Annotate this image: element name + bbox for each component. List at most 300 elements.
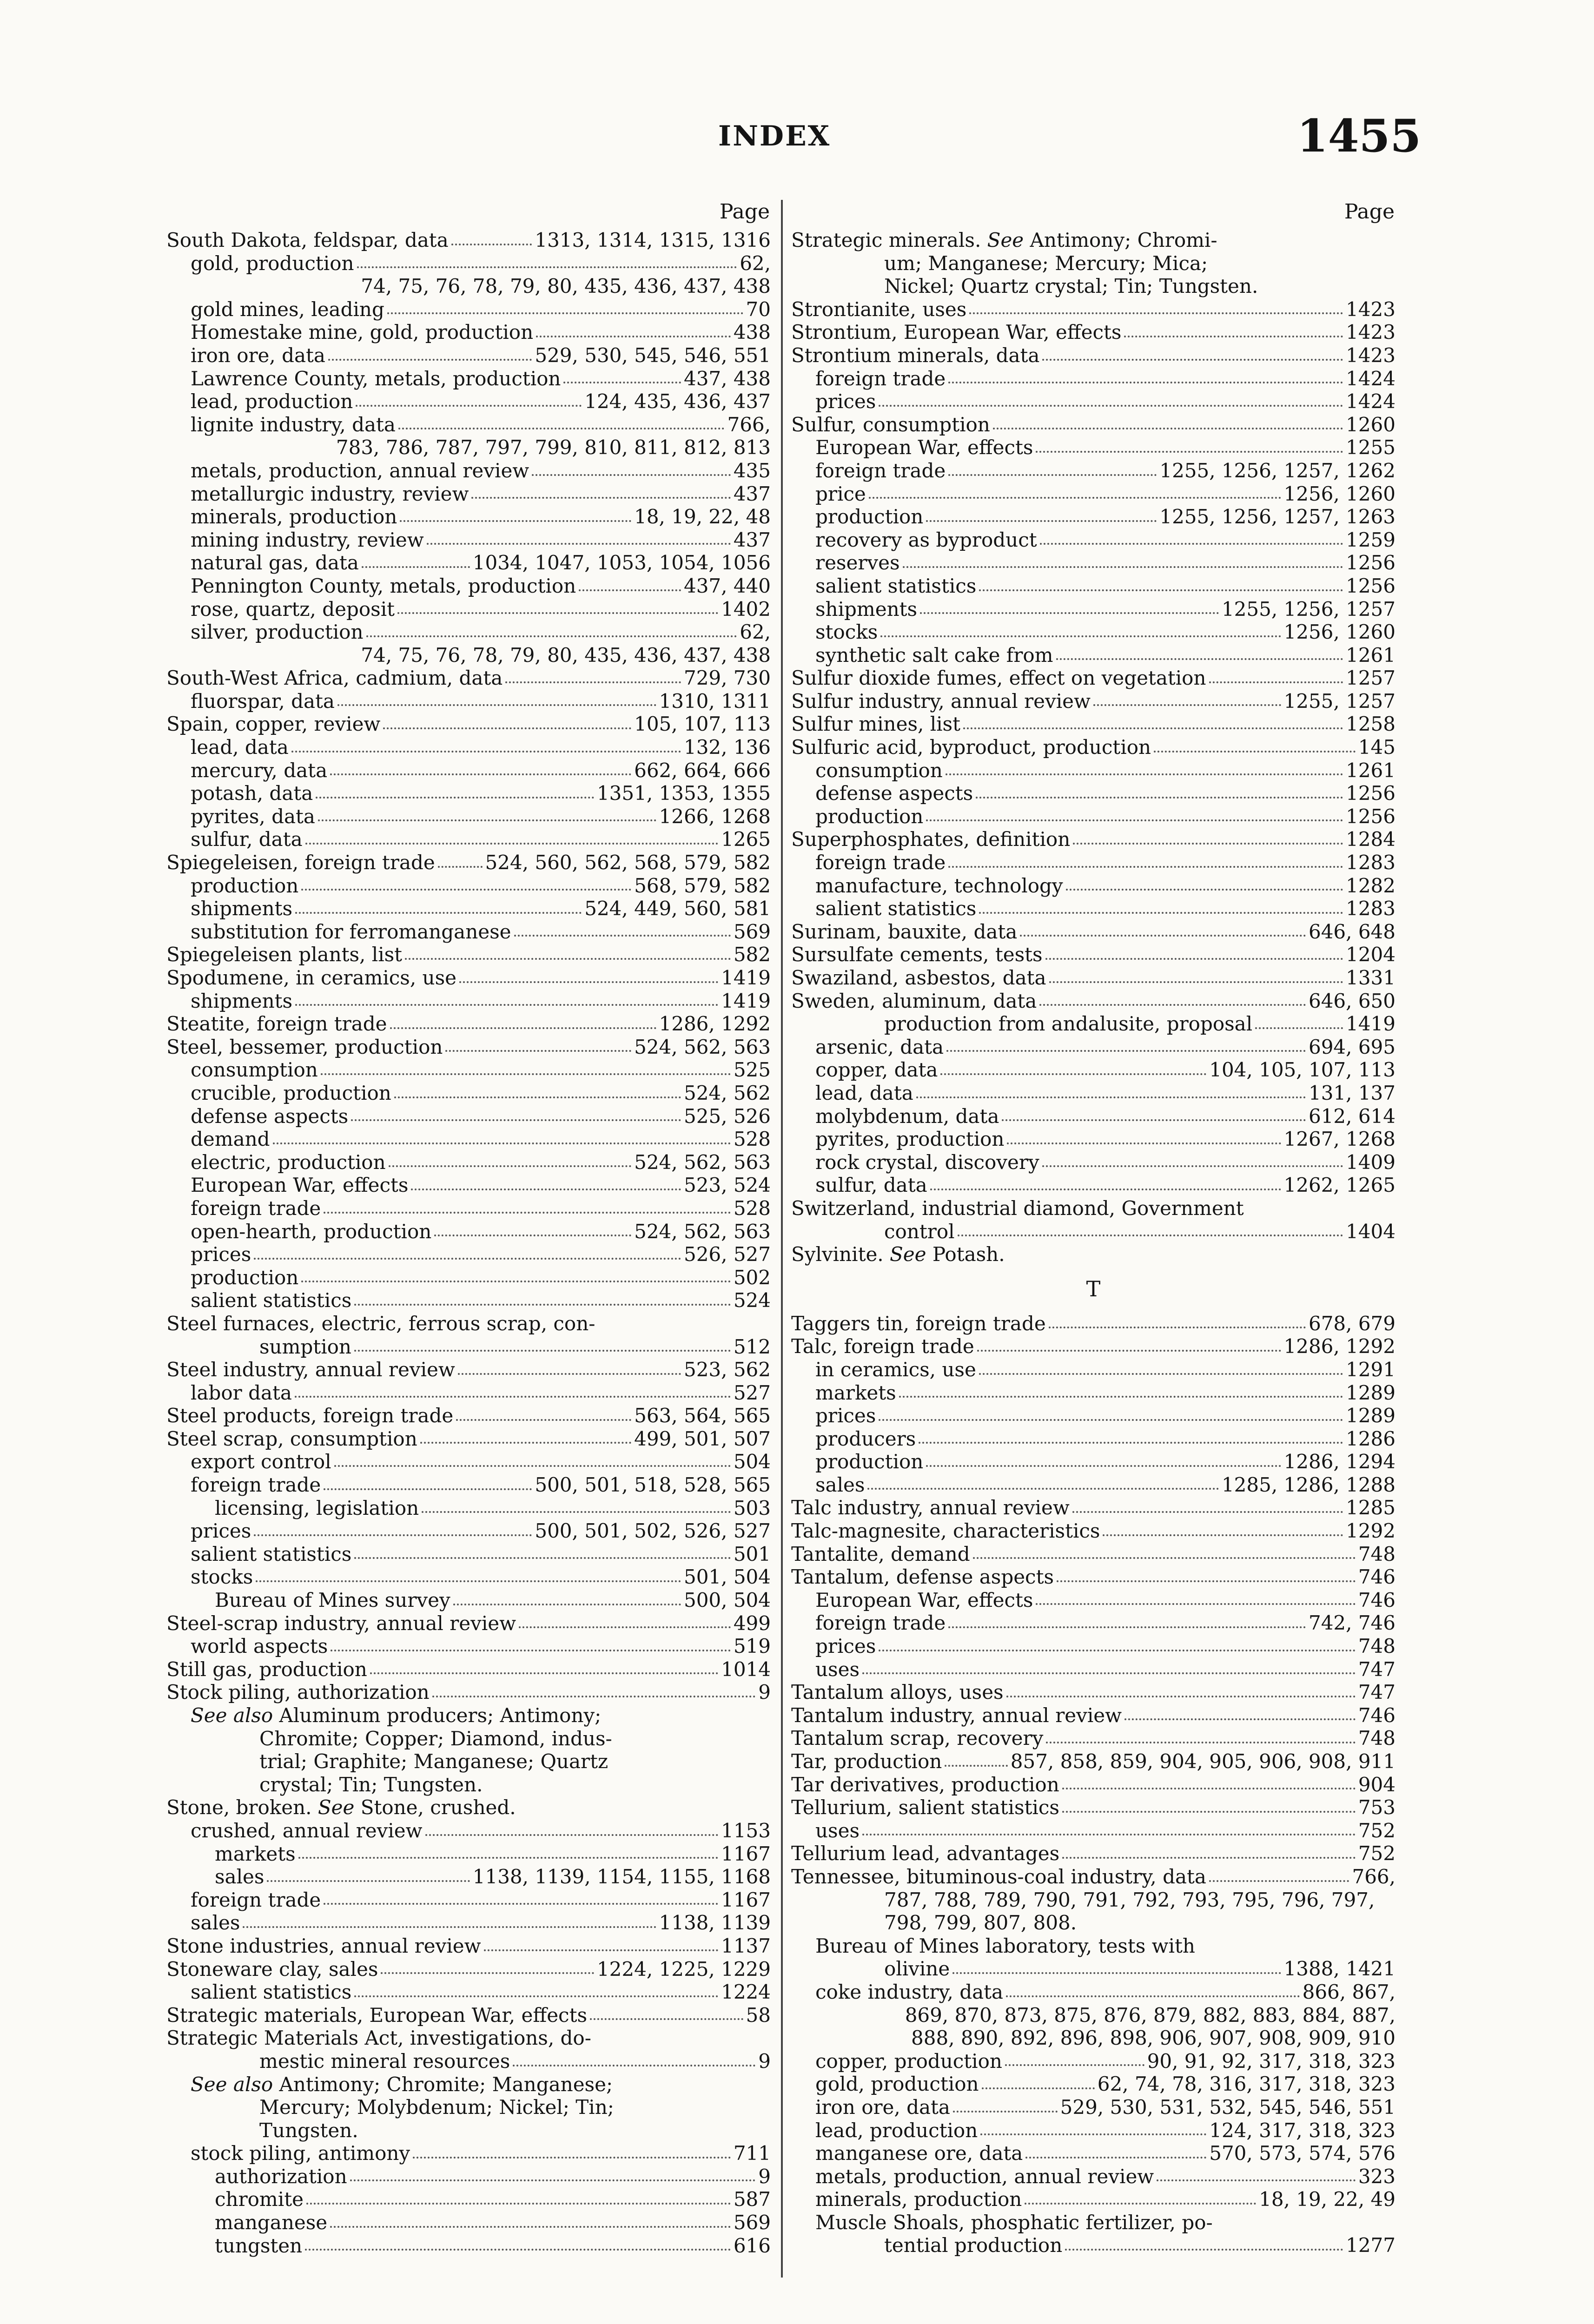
entry-pages: 1286 (1346, 1427, 1396, 1450)
entry-term: chromite (215, 2188, 304, 2211)
index-entry (791, 644, 1396, 667)
entry-pages: 1255, 1257 (1283, 689, 1396, 713)
entry-term: Steel scrap, consumption (166, 1427, 417, 1450)
entry-pages: 616 (733, 2234, 771, 2257)
entry-term: copper, production (815, 2049, 1002, 2073)
entry-pages: 524, 562, 563 (634, 1150, 771, 1174)
dot-leader (513, 2065, 755, 2067)
entry-pages: 646, 650 (1308, 989, 1396, 1012)
running-title: INDEX (718, 120, 831, 152)
dot-leader (420, 1442, 631, 1444)
dot-leader (330, 2226, 731, 2228)
entry-pages: 528 (733, 1196, 771, 1220)
entry-pages: 62, 74, 78, 316, 317, 318, 323 (1097, 2073, 1396, 2096)
dot-leader (1049, 1327, 1306, 1328)
dot-leader (536, 336, 731, 337)
entry-pages: 1265 (721, 828, 771, 851)
entry-term: Strategic materials, European War, effects (166, 2003, 588, 2027)
dot-leader (1209, 1880, 1349, 1882)
dot-leader (1006, 1696, 1356, 1697)
index-entry (166, 2188, 771, 2211)
entry-term: Sulfuric acid, byproduct, production (791, 736, 1151, 759)
index-entry (166, 897, 771, 920)
entry-pages: 524 (733, 1289, 771, 1312)
entry-term: Steel-scrap industry, annual review (166, 1611, 516, 1635)
index-entry (166, 1497, 771, 1520)
dot-leader (1046, 1742, 1355, 1743)
dot-leader (1057, 1580, 1356, 1582)
right-column (791, 195, 1396, 2257)
entry-term: foreign trade (191, 1196, 321, 1220)
index-entry (791, 1704, 1396, 1727)
index-entry (791, 390, 1396, 413)
entry-pages: 18, 19, 22, 48 (634, 505, 771, 528)
dot-leader (920, 612, 1219, 614)
entry-term: consumption (815, 759, 943, 782)
entry-pages: 1256, 1260 (1283, 482, 1396, 505)
index-entry (791, 321, 1396, 344)
entry-pages: 1258 (1346, 713, 1396, 736)
entry-pages: 646, 648 (1308, 920, 1396, 943)
entry-term: Spain, copper, review (166, 713, 381, 736)
entry-term: See also Aluminum producers; Antimony; (191, 1704, 602, 1727)
entry-term: Bureau of Mines survey (215, 1589, 450, 1612)
entry-term: natural gas, data (191, 551, 359, 574)
index-entry (166, 1612, 771, 1635)
index-entry (166, 1865, 771, 1888)
entry-pages: 1259 (1346, 528, 1396, 551)
index-entry (166, 1681, 771, 1704)
index-entry (791, 1312, 1396, 1335)
page-header (0, 110, 1594, 176)
index-entry (166, 1658, 771, 1681)
dot-leader (425, 1834, 719, 1836)
index-entry (791, 2050, 1396, 2073)
index-entry (166, 966, 771, 990)
entry-pages: 501, 504 (683, 1565, 771, 1589)
dot-leader (946, 773, 1343, 775)
index-entry (166, 1381, 771, 1405)
dot-leader (334, 1465, 731, 1467)
dot-leader (324, 1488, 532, 1490)
entry-term: lead, data (191, 736, 289, 759)
dot-leader (953, 2111, 1058, 2113)
entry-pages: 1283 (1346, 851, 1396, 874)
index-entry (166, 413, 771, 436)
index-entry (791, 275, 1396, 298)
entry-term: Tar derivatives, production (791, 1773, 1059, 1796)
entry-pages: 529, 530, 545, 546, 551 (535, 343, 771, 367)
index-entry (166, 1082, 771, 1105)
dot-leader (973, 1557, 1356, 1559)
entry-term: European War, effects (815, 436, 1033, 459)
dot-leader (1154, 751, 1356, 753)
dot-leader (1040, 543, 1343, 545)
index-entry (166, 1589, 771, 1612)
dot-leader (354, 1350, 731, 1352)
dot-leader (869, 497, 1281, 499)
entry-term: manganese (215, 2211, 328, 2234)
index-entry (166, 2073, 771, 2096)
dot-leader (1025, 2203, 1256, 2205)
entry-term: Sursulfate cements, tests (791, 943, 1043, 966)
index-entry (166, 920, 771, 944)
index-entry (166, 1404, 771, 1427)
index-entry (166, 1058, 771, 1082)
entry-term: coke industry, data (815, 1980, 1004, 2003)
index-entry (166, 1958, 771, 1981)
dot-leader (916, 1096, 1306, 1098)
entry-pages: 783, 786, 787, 797, 799, 810, 811, 812, 813 (336, 436, 771, 459)
entry-pages: 105, 107, 113 (634, 713, 771, 736)
index-entry (791, 1174, 1396, 1197)
dot-leader (1124, 336, 1343, 337)
dot-leader (316, 797, 594, 799)
entry-term: labor data (191, 1381, 292, 1404)
entry-pages: 747 (1358, 1681, 1396, 1704)
dot-leader (880, 635, 1281, 637)
index-entry (791, 1404, 1396, 1427)
entry-term: Swaziland, asbestos, data (791, 966, 1046, 989)
entry-pages: 502 (733, 1266, 771, 1289)
entry-term: shipments (191, 989, 293, 1012)
entry-term: Sulfur industry, annual review (791, 689, 1091, 713)
dot-leader (328, 359, 532, 361)
dot-leader (389, 1165, 631, 1167)
index-entry (166, 1220, 771, 1243)
dot-leader (456, 1419, 631, 1421)
index-entry (166, 1565, 771, 1589)
entry-term: Tantalite, demand (791, 1542, 970, 1565)
entry-term: European War, effects (191, 1174, 409, 1197)
index-entry (166, 851, 771, 874)
entry-term: lignite industry, data (191, 413, 396, 436)
entry-term: Strontium, European War, effects (791, 321, 1122, 344)
index-entry (166, 2119, 771, 2142)
entry-pages: 1419 (721, 966, 771, 989)
dot-leader (427, 543, 731, 545)
index-entry (791, 1128, 1396, 1151)
index-entry (791, 1450, 1396, 1473)
entry-pages: 62, (740, 251, 771, 275)
entry-term: Taggers tin, foreign trade (791, 1312, 1046, 1335)
page-column-label: Page (1344, 200, 1395, 224)
entry-term: Sweden, aluminum, data (791, 989, 1037, 1012)
index-entry (791, 598, 1396, 621)
index-entry (791, 851, 1396, 874)
entry-pages: 746 (1358, 1565, 1396, 1589)
entry-term: Switzerland, industrial diamond, Government (791, 1196, 1244, 1220)
entry-pages: 729, 730 (683, 667, 771, 690)
dot-leader (1124, 1718, 1356, 1720)
entry-pages: 1351, 1353, 1355 (596, 782, 771, 805)
dot-leader (366, 635, 737, 637)
entry-pages: 1282 (1346, 874, 1396, 897)
entry-term: Mercury; Molybdenum; Nickel; Tin; (259, 2096, 614, 2119)
dot-leader (397, 612, 718, 614)
entry-pages: 500, 501, 502, 526, 527 (535, 1519, 771, 1543)
index-entry (166, 528, 771, 552)
entry-term: production (815, 1450, 924, 1473)
entry-pages: 70 (746, 297, 771, 321)
index-entry (791, 413, 1396, 436)
dot-leader (1062, 1857, 1356, 1859)
index-entry (791, 1243, 1396, 1266)
dot-leader (1049, 981, 1343, 983)
dot-leader (1093, 704, 1281, 706)
index-entry (791, 1358, 1396, 1381)
dot-leader (273, 1142, 731, 1144)
dot-leader (254, 1258, 681, 1260)
entry-term: Muscle Shoals, phosphatic fertilizer, po- (815, 2211, 1213, 2234)
entry-term: potash, data (191, 782, 313, 805)
entry-pages: 678, 679 (1308, 1312, 1396, 1335)
index-entry (166, 1128, 771, 1151)
entry-term: sulfur, data (191, 828, 303, 851)
entry-term: Steel furnaces, electric, ferrous scrap, con- (166, 1312, 595, 1335)
index-entry (166, 298, 771, 321)
dot-leader (879, 405, 1343, 407)
entry-term: manufacture, technology (815, 874, 1063, 897)
dot-leader (980, 2133, 1206, 2135)
entry-pages: 1261 (1346, 643, 1396, 667)
entry-pages: 747 (1358, 1657, 1396, 1681)
entry-term: Tungsten. (259, 2119, 358, 2142)
dot-leader (1025, 2157, 1206, 2159)
entry-term: Talc-magnesite, characteristics (791, 1519, 1100, 1543)
entry-pages: 742, 746 (1308, 1611, 1396, 1635)
entry-term: Surinam, bauxite, data (791, 920, 1018, 943)
index-entry (166, 482, 771, 506)
entry-pages: 866, 867, (1302, 1980, 1396, 2003)
entry-pages: 1138, 1139, 1154, 1155, 1168 (472, 1865, 771, 1888)
dot-leader (330, 773, 631, 775)
index-entry (166, 1981, 771, 2004)
entry-pages: 1331 (1346, 966, 1396, 989)
index-entry (166, 1519, 771, 1543)
dot-leader (321, 1073, 731, 1075)
entry-pages: 104, 105, 107, 113 (1209, 1058, 1396, 1082)
entry-term: Tantalum, defense aspects (791, 1565, 1054, 1589)
entry-term: demand (191, 1128, 270, 1151)
entry-term: Tantalum scrap, recovery (791, 1727, 1044, 1750)
dot-leader (362, 566, 470, 568)
entry-term: Chromite; Copper; Diamond, indus- (259, 1727, 612, 1750)
index-entry (166, 1243, 771, 1266)
dot-leader (434, 1235, 631, 1236)
index-entry (166, 1750, 771, 1773)
entry-pages: 1424 (1346, 367, 1396, 390)
entry-pages: 752 (1358, 1842, 1396, 1865)
entry-term: Stock piling, authorization (166, 1681, 430, 1704)
index-entry (166, 759, 771, 782)
entry-term: Steel industry, annual review (166, 1358, 455, 1381)
entry-pages: 1256 (1346, 574, 1396, 597)
entry-term: foreign trade (191, 1473, 321, 1497)
entry-term: pyrites, data (191, 805, 315, 828)
entry-term: uses (815, 1657, 860, 1681)
dot-leader (1062, 1811, 1356, 1813)
index-entry (166, 990, 771, 1013)
index-entry (166, 2165, 771, 2188)
dot-leader (267, 1880, 470, 1882)
entry-pages: 525 (733, 1058, 771, 1082)
dot-leader (977, 1350, 1281, 1352)
index-entry (791, 1842, 1396, 1865)
entry-pages: 1285, 1286, 1288 (1221, 1473, 1396, 1496)
entry-pages: 1224, 1225, 1229 (596, 1957, 771, 1981)
entry-pages: 524, 562, 563 (634, 1035, 771, 1058)
entry-pages: 529, 530, 531, 532, 545, 546, 551 (1060, 2095, 1396, 2119)
entry-pages: 124, 435, 436, 437 (584, 390, 771, 413)
entry-pages: 1402 (721, 597, 771, 621)
dot-leader (370, 1672, 718, 1674)
entry-term: Sulfur dioxide fumes, effect on vegetation (791, 667, 1206, 690)
dot-leader (948, 1626, 1306, 1628)
entry-term: stocks (191, 1565, 253, 1589)
dot-leader (1042, 1165, 1343, 1167)
entry-term: Bureau of Mines laboratory, tests with (815, 1934, 1195, 1957)
index-entry (166, 598, 771, 621)
index-entry (166, 782, 771, 805)
dot-leader (899, 1396, 1343, 1398)
entry-term: Steatite, foreign trade (166, 1012, 387, 1036)
entry-term: rose, quartz, deposit (191, 597, 395, 621)
entry-pages: 1255, 1256, 1257, 1262 (1159, 459, 1396, 482)
index-entry (791, 2004, 1396, 2027)
entry-pages: 124, 317, 318, 323 (1209, 2119, 1396, 2142)
entry-pages: 748 (1358, 1635, 1396, 1658)
dot-leader (1005, 2064, 1144, 2066)
index-entry (791, 621, 1396, 644)
entry-pages: 1291 (1346, 1358, 1396, 1381)
index-entry (791, 1197, 1396, 1220)
entry-term: salient statistics (815, 574, 977, 597)
entry-pages: 1283 (1346, 897, 1396, 920)
dot-leader (948, 866, 1343, 868)
index-entry (166, 390, 771, 413)
entry-term: trial; Graphite; Manganese; Quartz (259, 1750, 608, 1773)
index-entry (166, 805, 771, 828)
entry-pages: 1266, 1268 (659, 805, 771, 828)
index-entry (791, 782, 1396, 805)
entry-pages: 582 (733, 943, 771, 966)
entry-term: lead, production (191, 390, 353, 413)
dot-leader (1065, 2249, 1343, 2251)
dot-leader (963, 727, 1343, 729)
index-entry (791, 1427, 1396, 1451)
entry-term: gold, production (815, 2073, 979, 2096)
index-entry (791, 805, 1396, 828)
dot-leader (946, 1050, 1306, 1052)
entry-term: mining industry, review (191, 528, 424, 551)
entry-term: lead, production (815, 2119, 978, 2142)
entry-pages: 437, 438 (683, 367, 771, 390)
index-entry (791, 344, 1396, 367)
entry-term: prices (815, 1404, 876, 1427)
column-divider (781, 200, 783, 2278)
entry-term: Lawrence County, metals, production (191, 367, 561, 390)
entry-term: prices (815, 1635, 876, 1658)
dot-leader (445, 1050, 631, 1052)
index-entry (791, 713, 1396, 736)
entry-term: Talc, foreign trade (791, 1335, 974, 1358)
entry-term: fluorspar, data (191, 689, 335, 713)
entry-term: prices (191, 1519, 251, 1543)
dot-leader (590, 2018, 743, 2020)
entry-term: iron ore, data (815, 2095, 950, 2119)
entry-pages: 752 (1358, 1819, 1396, 1842)
entry-term: Tellurium, salient statistics (791, 1796, 1059, 1819)
dot-leader (305, 843, 718, 845)
index-entry (791, 690, 1396, 713)
entry-term: Stone industries, annual review (166, 1934, 481, 1957)
dot-leader (903, 566, 1343, 568)
index-entry (791, 229, 1396, 252)
entry-pages: 1284 (1346, 828, 1396, 851)
entry-pages: 524, 449, 560, 581 (584, 897, 771, 920)
entry-pages: 503 (733, 1496, 771, 1519)
index-entry (166, 321, 771, 344)
index-entry (166, 551, 771, 574)
index-entry (166, 1450, 771, 1473)
dot-leader (879, 1650, 1356, 1651)
entry-term: South Dakota, feldspar, data (166, 229, 449, 251)
entry-term: Strategic Materials Act, investigations, do- (166, 2027, 591, 2050)
entry-pages: 1423 (1346, 297, 1396, 321)
entry-pages: 746 (1358, 1588, 1396, 1611)
entry-pages: 612, 614 (1308, 1104, 1396, 1128)
index-entry (166, 2050, 771, 2073)
dot-leader (405, 958, 731, 960)
entry-pages: 437 (733, 482, 771, 505)
index-entry (791, 2142, 1396, 2165)
entry-term: in ceramics, use (815, 1358, 976, 1381)
entry-term: European War, effects (815, 1588, 1033, 1611)
dot-leader (867, 1488, 1219, 1490)
entry-pages: 132, 136 (683, 736, 771, 759)
index-entry (166, 367, 771, 390)
entry-term: olivine (884, 1957, 950, 1981)
entry-pages: 523, 524 (683, 1174, 771, 1197)
entry-pages: 1313, 1314, 1315, 1316 (535, 229, 771, 251)
index-entry (791, 1589, 1396, 1612)
dot-leader (862, 1834, 1356, 1835)
dot-leader (432, 1696, 756, 1697)
entry-term: Steel, bessemer, production (166, 1035, 443, 1058)
index-entry (791, 298, 1396, 321)
entry-pages: 1419 (721, 989, 771, 1012)
dot-leader (926, 1465, 1281, 1467)
dot-leader (579, 589, 681, 591)
index-entry (791, 1473, 1396, 1497)
entry-term: iron ore, data (191, 343, 325, 367)
entry-term: salient statistics (191, 1289, 352, 1312)
index-entry (166, 943, 771, 966)
dot-leader (993, 428, 1343, 429)
index-entry (166, 2096, 771, 2119)
dot-leader (976, 797, 1343, 799)
index-entry (166, 667, 771, 690)
index-entry (791, 966, 1396, 990)
index-entry (166, 1289, 771, 1312)
entry-term: silver, production (191, 621, 364, 644)
entry-term: minerals, production (191, 505, 397, 528)
dot-leader (301, 889, 631, 891)
entry-term: Stone, broken. See Stone, crushed. (166, 1796, 516, 1819)
dot-leader (295, 1004, 718, 1006)
index-entry (791, 2211, 1396, 2234)
